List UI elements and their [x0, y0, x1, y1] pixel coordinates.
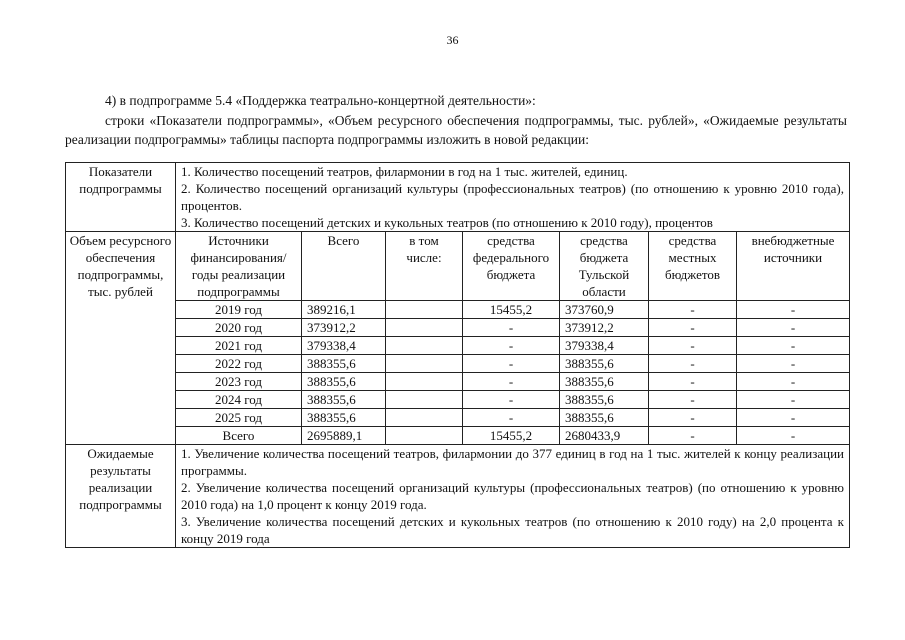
funding-label: Объем ресурсного обеспечения подпрограммы, тыс. рублей: [66, 232, 176, 445]
including-cell: [386, 373, 463, 391]
local-cell: -: [649, 373, 737, 391]
extra-cell: -: [737, 391, 850, 409]
including-cell: [386, 391, 463, 409]
funding-row: [66, 391, 850, 409]
results-row: [66, 445, 850, 548]
federal-cell: 15455,2: [463, 301, 560, 319]
federal-cell: 15455,2: [463, 427, 560, 445]
local-cell: -: [649, 301, 737, 319]
extra-cell: -: [737, 373, 850, 391]
extra-cell: -: [737, 337, 850, 355]
year-cell: 2023 год: [176, 373, 302, 391]
total-cell: 389216,1: [302, 301, 386, 319]
regional-cell: 373760,9: [560, 301, 649, 319]
year-cell: Всего: [176, 427, 302, 445]
col-header-total: Всего: [302, 232, 386, 301]
regional-cell: 388355,6: [560, 373, 649, 391]
extra-cell: -: [737, 301, 850, 319]
total-cell: 388355,6: [302, 355, 386, 373]
including-cell: [386, 337, 463, 355]
extra-cell: -: [737, 355, 850, 373]
extra-cell: -: [737, 409, 850, 427]
col-header-federal: средства федерального бюджета: [463, 232, 560, 301]
local-cell: -: [649, 391, 737, 409]
intro-line-1: 4) в подпрограмме 5.4 «Поддержка театрально-концертной деятельности»:: [105, 93, 536, 108]
col-header-extra: внебюджетные источники: [737, 232, 850, 301]
page-number: 36: [446, 33, 459, 47]
intro-line-2: строки «Показатели подпрограммы», «Объем ресурсного обеспечения подпрограммы, тыс. рублей», «Ожидаемые результаты реализации подпрограммы» таблицы паспорта подпрограммы изложить в новой редакции:: [65, 113, 847, 147]
year-cell: 2022 год: [176, 355, 302, 373]
including-cell: [386, 319, 463, 337]
result-item: 1. Увеличение количества посещений театров, филармонии до 377 единиц в год на 1 тыс. жителей к концу реализации программы.: [181, 446, 844, 478]
including-cell: [386, 409, 463, 427]
year-cell: 2025 год: [176, 409, 302, 427]
including-cell: [386, 301, 463, 319]
col-header-sources: Источники финансирования/ годы реализации подпрограммы: [176, 232, 302, 301]
local-cell: -: [649, 427, 737, 445]
indicators-label: Показатели подпрограммы: [66, 163, 176, 232]
year-cell: 2024 год: [176, 391, 302, 409]
federal-cell: -: [463, 337, 560, 355]
local-cell: -: [649, 409, 737, 427]
result-item: 2. Увеличение количества посещений организаций культуры (профессиональных театров) (по отношению к уровню 2010 года) на 1,0 процент к концу 2019 года.: [181, 480, 844, 512]
local-cell: -: [649, 337, 737, 355]
funding-total-row: [66, 427, 850, 445]
federal-cell: -: [463, 391, 560, 409]
extra-cell: -: [737, 319, 850, 337]
local-cell: -: [649, 355, 737, 373]
results-content: [176, 445, 850, 548]
result-item: 3. Увеличение количества посещений детских и кукольных театров (по отношению к 2010 году) на 2,0 процента к концу 2019 года: [181, 514, 844, 546]
funding-row: [66, 337, 850, 355]
federal-cell: -: [463, 319, 560, 337]
passport-table: [65, 162, 850, 548]
local-cell: -: [649, 319, 737, 337]
including-cell: [386, 355, 463, 373]
indicators-row: [66, 163, 850, 232]
col-header-including: в том числе:: [386, 232, 463, 301]
total-cell: 388355,6: [302, 391, 386, 409]
regional-cell: 388355,6: [560, 355, 649, 373]
regional-cell: 2680433,9: [560, 427, 649, 445]
funding-row: [66, 409, 850, 427]
indicator-item: 2. Количество посещений организаций культуры (профессиональных театров) (по отношению к уровню 2010 года), процентов.: [181, 181, 844, 213]
total-cell: 388355,6: [302, 409, 386, 427]
year-cell: 2019 год: [176, 301, 302, 319]
regional-cell: 388355,6: [560, 391, 649, 409]
total-cell: 373912,2: [302, 319, 386, 337]
funding-row: [66, 373, 850, 391]
federal-cell: -: [463, 373, 560, 391]
indicator-item: 3. Количество посещений детских и кукольных театров (по отношению к 2010 году), процентов: [181, 215, 713, 230]
funding-row: [66, 355, 850, 373]
total-cell: 388355,6: [302, 373, 386, 391]
col-header-local: средства местных бюджетов: [649, 232, 737, 301]
year-cell: 2020 год: [176, 319, 302, 337]
funding-row: [66, 319, 850, 337]
total-cell: 379338,4: [302, 337, 386, 355]
results-label: Ожидаемые результаты реализации подпрограммы: [66, 445, 176, 548]
federal-cell: -: [463, 355, 560, 373]
regional-cell: 373912,2: [560, 319, 649, 337]
total-cell: 2695889,1: [302, 427, 386, 445]
regional-cell: 379338,4: [560, 337, 649, 355]
federal-cell: -: [463, 409, 560, 427]
indicator-item: 1. Количество посещений театров, филармонии в год на 1 тыс. жителей, единиц.: [181, 164, 628, 179]
year-cell: 2021 год: [176, 337, 302, 355]
funding-header-row: [66, 232, 850, 301]
including-cell: [386, 427, 463, 445]
indicators-content: [176, 163, 850, 232]
extra-cell: -: [737, 427, 850, 445]
regional-cell: 388355,6: [560, 409, 649, 427]
funding-row: [66, 301, 850, 319]
col-header-regional: средства бюджета Тульской области: [560, 232, 649, 301]
